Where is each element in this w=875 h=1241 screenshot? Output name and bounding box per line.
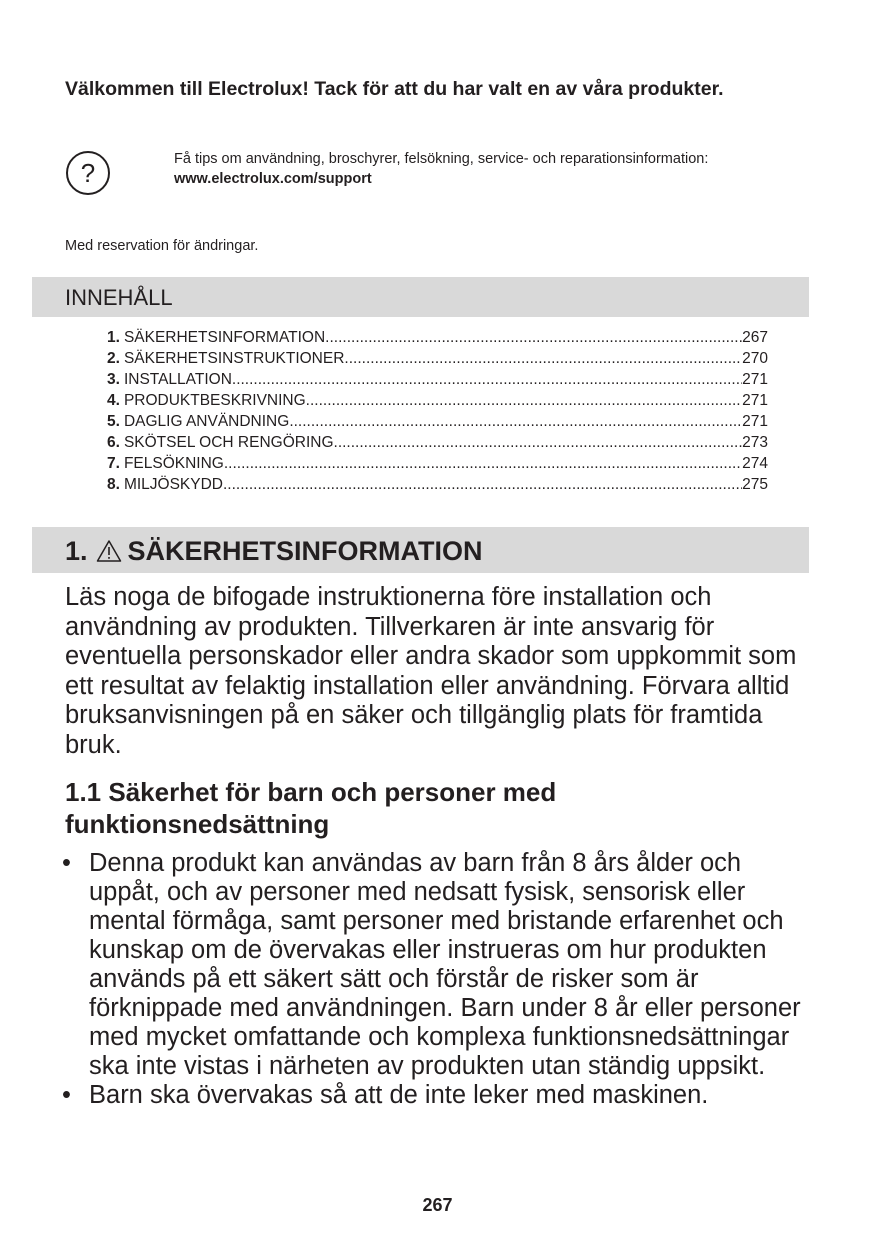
toc-item[interactable]: 1. SÄKERHETSINFORMATION ..... 267 [107,327,768,348]
warning-triangle-icon [96,539,122,563]
section-title [65,535,483,567]
toc-item[interactable]: 2. SÄKERHETSINSTRUKTIONER ..... 270 [107,348,768,369]
welcome-heading: Välkommen till Electrolux! Tack för att du har valt en av våra produkter. [65,78,724,100]
toc-title: INNEHÅLL [65,285,173,310]
toc-item[interactable]: 3. INSTALLATION ..... 271 [107,369,768,390]
question-mark-circle-icon [65,150,111,196]
page-number: 267 [422,1195,453,1215]
table-of-contents [107,327,768,495]
section-title-text: SÄKERHETSINFORMATION [127,536,483,566]
toc-item[interactable]: 4. PRODUKTBESKRIVNING ..... 271 [107,390,768,411]
support-info [174,149,814,189]
list-item: • Denna produkt kan användas av barn från 8 års ålder och uppåt, och av personer med nedsatt fysisk, sensorisk eller mental förmåga, samt personer med bristande erfarenhet och kunskap om de övervakas eller instrueras om hur produkten används på ett säkert sätt och förstår de risker som är förknippade med användningen. Barn under 8 år eller personer med mycket omfattande och komplexa funktionsnedsättningar ska inte vistas i närheten av produkten utan ständig uppsikt. [62,849,802,1081]
list-item: • Barn ska övervakas så att de inte leker med maskinen. [62,1081,802,1110]
toc-item[interactable]: 7. FELSÖKNING ..... 274 [107,453,768,474]
section-header-band [32,527,809,573]
bullet-list [62,849,802,1110]
subsection-title: 1.1 Säkerhet för barn och personer med funktionsnedsättning [65,777,557,839]
intro-paragraph: Läs noga de bifogade instruktionerna före installation och användning av produkten. Tillverkaren är inte ansvarig för eventuella personskador eller andra skador som uppkommit som ett resultat av felaktig installation eller användning. Förvara alltid bruksanvisningen på en säker och tillgänglig plats för framtida bruk. [65,583,797,759]
toc-item[interactable]: 6. SKÖTSEL OCH RENGÖRING ..... 273 [107,432,768,453]
support-link[interactable]: www.electrolux.com/support [174,171,372,187]
svg-text:?: ? [80,158,96,188]
toc-item[interactable]: 5. DAGLIG ANVÄNDNING ..... 271 [107,411,768,432]
section-number: 1. [65,536,88,566]
support-description: Få tips om användning, broschyrer, felsökning, service- och reparationsinformation: [174,151,709,167]
reservation-note: Med reservation för ändringar. [65,238,259,254]
toc-item[interactable]: 8. MILJÖSKYDD ..... 275 [107,474,768,495]
toc-header-band [32,277,809,317]
